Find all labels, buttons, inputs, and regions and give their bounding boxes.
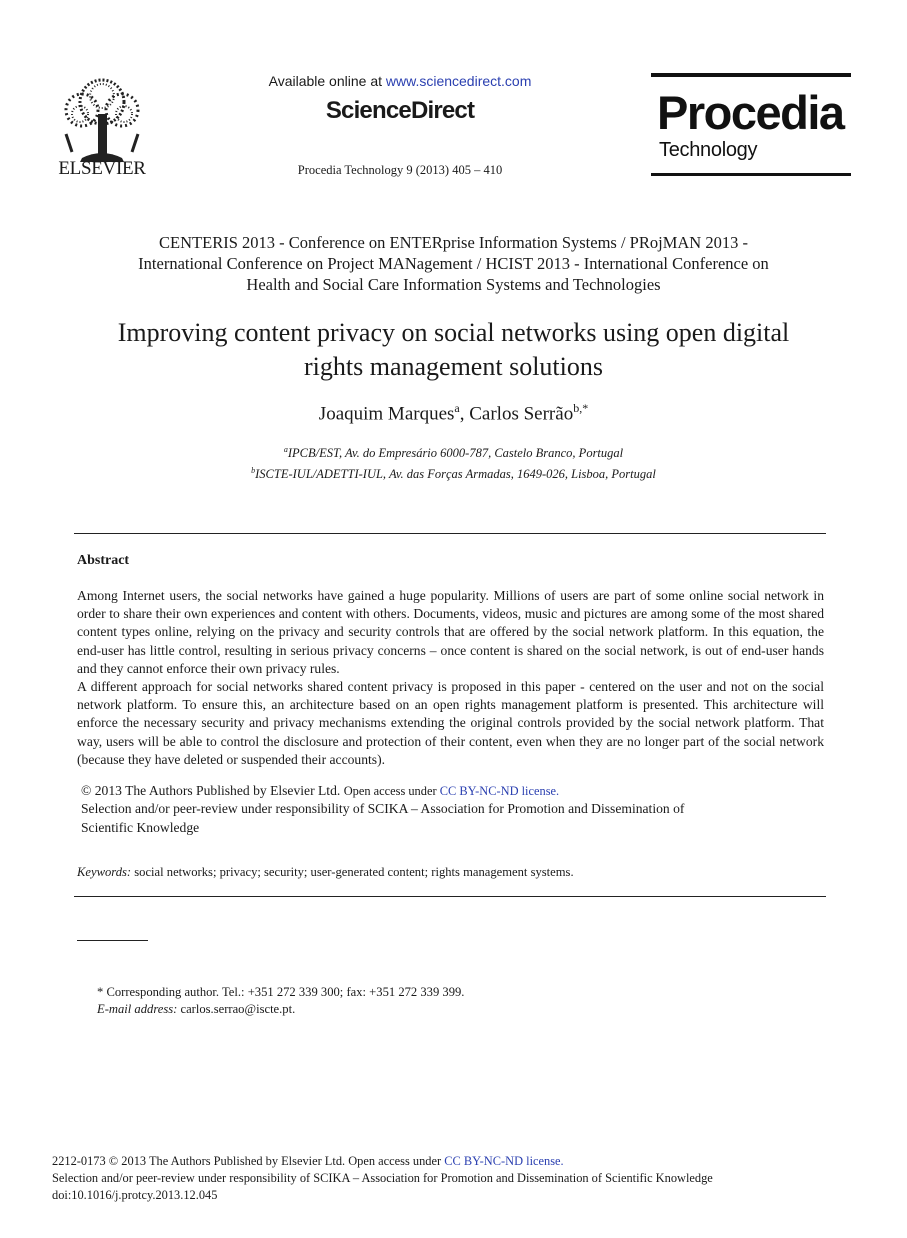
author-separator: , — [459, 403, 470, 425]
footnote — [97, 984, 797, 1018]
email-address: carlos.serrao@iscte.pt. — [177, 1002, 296, 1016]
abstract-paragraph: A different approach for social networks shared content privacy is proposed in this paper - centered on the user and not on the social network platform. To ensure this, an architecture based on an open rights management platform is presented. This architecture will enforce the necessary security and privacy mechanisms extending the original controls provided by the social network platform. That way, users will be able to control the disclosure and protection of their content, even when they are no longer part of the social network (because they have deleted or suspended their accounts). — [77, 679, 824, 767]
bottom-line: Selection and/or peer-review under responsibility of SCIKA – Association for Promotion and Dissemination of Scientific Knowledge — [52, 1171, 713, 1185]
affiliation-text: IPCB/EST, Av. do Empresário 6000-787, Castelo Branco, Portugal — [287, 446, 624, 461]
journal-reference: Procedia Technology 9 (2013) 405 – 410 — [297, 163, 503, 177]
divider — [74, 533, 826, 534]
conference-line: International Conference on Project MANagement / HCIST 2013 - International Conference on — [138, 254, 769, 273]
open-access-label: Open access under — [343, 784, 440, 798]
bottom-line — [52, 1153, 872, 1170]
abstract-body — [77, 587, 824, 769]
available-online — [200, 73, 600, 89]
title-line: rights management solutions — [304, 352, 603, 381]
copyright-prefix: © 2013 The Authors Published by Elsevier Ltd. — [81, 783, 344, 798]
bottom-notice — [52, 1153, 872, 1204]
procedia-logo-bottom-rule — [651, 173, 851, 176]
footnote-rule — [77, 940, 148, 941]
sciencedirect-logo: ScienceDirect — [325, 97, 475, 124]
available-prefix: Available online at — [268, 73, 386, 89]
bottom-license-link[interactable]: CC BY-NC-ND license. — [444, 1154, 564, 1168]
affiliation — [60, 441, 847, 462]
conference-name — [70, 232, 837, 295]
affiliation-mark: b — [251, 466, 256, 476]
procedia-logo-top-rule — [651, 73, 851, 77]
copyright-line: Scientific Knowledge — [81, 819, 200, 835]
procedia-logo-sub: Technology — [659, 139, 758, 161]
conference-line: Health and Social Care Information Systems and Technologies — [246, 275, 661, 294]
sciencedirect-link[interactable]: www.sciencedirect.com — [385, 73, 532, 89]
paper-title — [60, 316, 847, 384]
email-label: E-mail address: — [97, 1002, 178, 1016]
license-link[interactable]: CC BY-NC-ND license. — [439, 784, 560, 798]
procedia-logo — [651, 73, 851, 176]
copyright-line — [81, 782, 821, 800]
keywords-label: Keywords: — [77, 865, 132, 879]
abstract-paragraph: Among Internet users, the social networks have gained a huge popularity. Millions of users are part of some online social network in order to share their own experiences and content with others. Documents, videos, music and pictures are among some of the most shared content types online, relying on the privacy and security controls that are offered by the social network platform. In this equation, the end-user has little control, resulting in serious privacy concerns – once content is shared on the social network, is out of end-user hands and they cannot enforce their own privacy rules. — [77, 588, 824, 676]
authors — [60, 401, 847, 425]
keywords — [77, 865, 824, 880]
author-name: Joaquim Marques — [318, 403, 455, 425]
author-affiliation-mark: a — [454, 401, 460, 415]
doi: doi:10.1016/j.protcy.2013.12.045 — [52, 1188, 218, 1202]
copyright-line: Selection and/or peer-review under responsibility of SCIKA – Association for Promotion and Dissemination of — [81, 801, 685, 817]
keywords-text: social networks; privacy; security; user-generated content; rights management systems. — [131, 865, 574, 879]
author-affiliation-mark: b,* — [573, 401, 589, 415]
divider — [74, 896, 826, 897]
affiliations — [60, 441, 847, 483]
title-line: Improving content privacy on social networks using open digital — [117, 318, 790, 347]
issn-copyright: 2212-0173 © 2013 The Authors Published by Elsevier Ltd. Open access under — [52, 1154, 445, 1168]
conference-line: CENTERIS 2013 - Conference on ENTERprise Information Systems / PRojMAN 2013 - — [159, 233, 748, 252]
author-name: Carlos Serrão — [469, 403, 574, 425]
corresponding-author: * Corresponding author. Tel.: +351 272 339 300; fax: +351 272 339 399. — [97, 985, 465, 999]
procedia-logo-main: Procedia — [657, 86, 844, 139]
affiliation-mark: a — [283, 445, 288, 454]
copyright-notice — [81, 782, 821, 837]
affiliation — [60, 462, 847, 483]
publisher-name: ELSEVIER — [58, 158, 146, 179]
affiliation-text: ISCTE-IUL/ADETTI-IUL, Av. das Forças Armadas, 1649-026, Lisboa, Portugal — [255, 467, 656, 482]
abstract-heading: Abstract — [77, 553, 130, 568]
email-line — [97, 1001, 797, 1018]
